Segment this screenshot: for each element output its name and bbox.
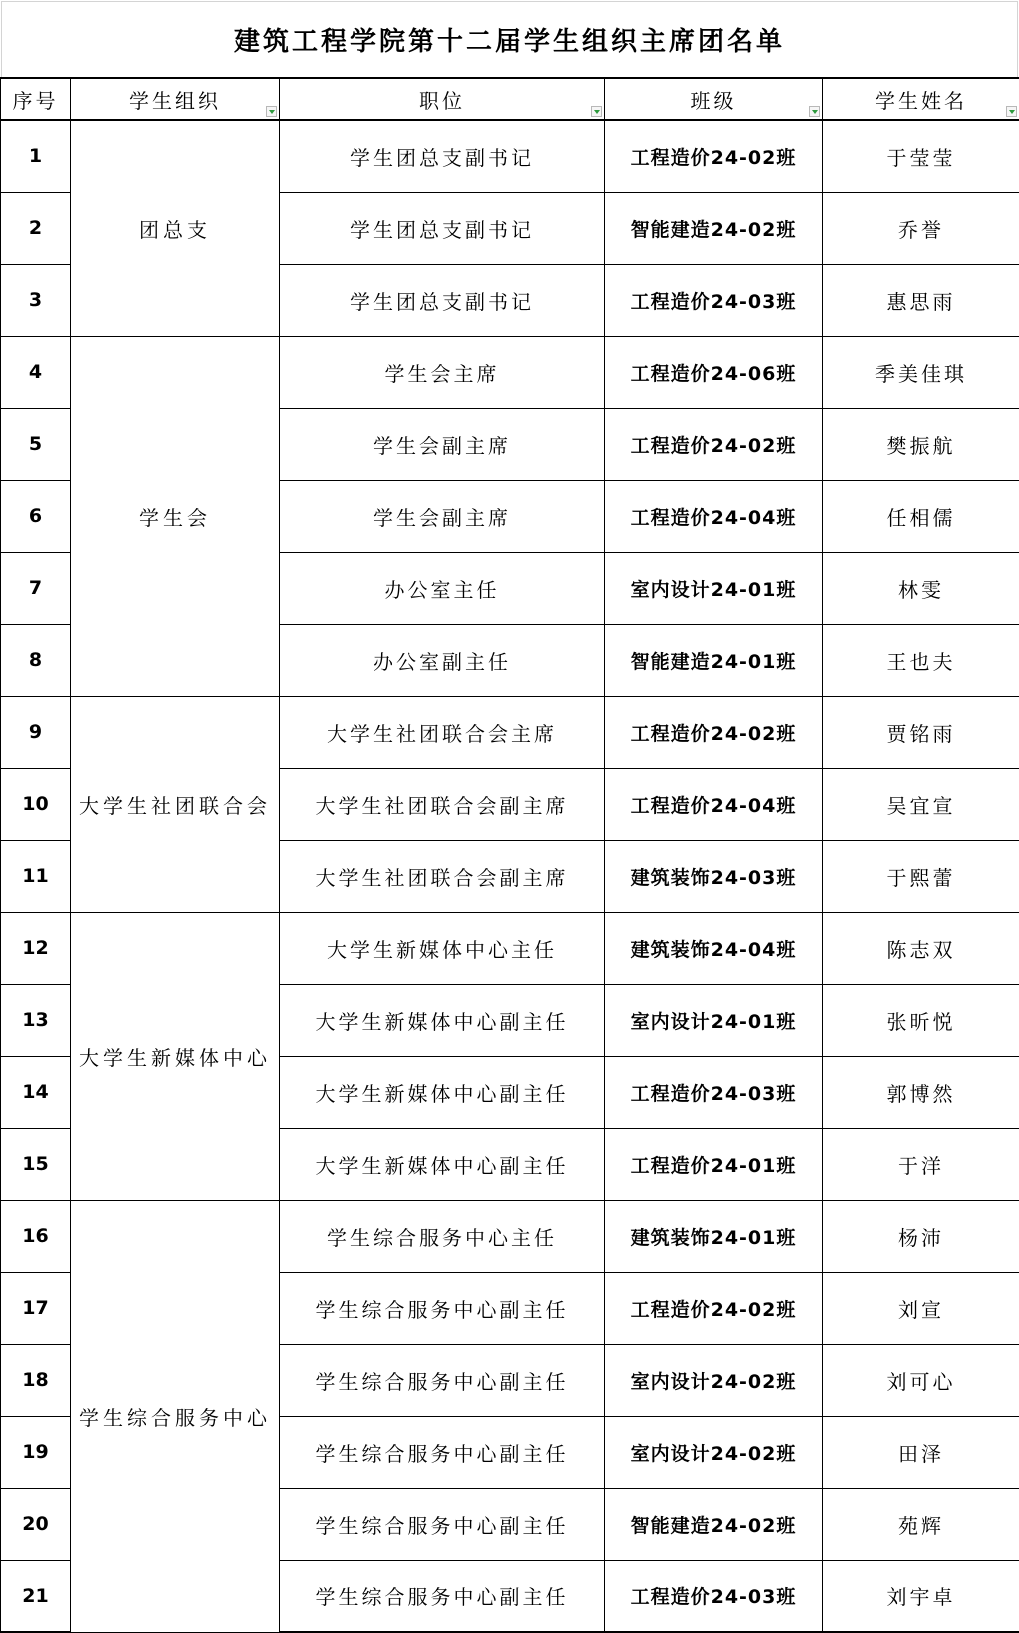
cell-class[interactable]: 工程造价24-03班 [605, 1560, 823, 1632]
cell-position[interactable]: 大学生新媒体中心主任 [280, 912, 605, 984]
cell-class[interactable]: 建筑装饰24-01班 [605, 1200, 823, 1272]
cell-class[interactable]: 室内设计24-02班 [605, 1344, 823, 1416]
header-class-label: 班级 [690, 88, 737, 113]
filter-dropdown-icon[interactable] [591, 106, 602, 117]
cell-name[interactable]: 王也夫 [823, 624, 1019, 696]
cell-position[interactable]: 大学生社团联合会主席 [280, 696, 605, 768]
cell-index[interactable]: 16 [1, 1200, 71, 1272]
cell-index[interactable]: 21 [1, 1560, 71, 1632]
cell-position[interactable]: 学生综合服务中心副主任 [280, 1416, 605, 1488]
filter-dropdown-icon[interactable] [809, 106, 820, 117]
cell-org[interactable]: 团总支 [71, 120, 280, 336]
cell-position[interactable]: 学生综合服务中心副主任 [280, 1344, 605, 1416]
header-name-label: 学生姓名 [875, 88, 967, 113]
cell-org[interactable]: 大学生新媒体中心 [71, 912, 280, 1200]
cell-org[interactable]: 学生会 [71, 336, 280, 696]
cell-index[interactable]: 7 [1, 552, 71, 624]
cell-class[interactable]: 工程造价24-02班 [605, 1272, 823, 1344]
cell-position[interactable]: 大学生新媒体中心副主任 [280, 984, 605, 1056]
cell-name[interactable]: 于熙蕾 [823, 840, 1019, 912]
cell-position[interactable]: 学生综合服务中心副主任 [280, 1560, 605, 1632]
cell-class[interactable]: 建筑装饰24-03班 [605, 840, 823, 912]
cell-class[interactable]: 室内设计24-02班 [605, 1416, 823, 1488]
table-row [1, 120, 1019, 192]
header-index-label: 序号 [12, 88, 59, 113]
cell-name[interactable]: 樊振航 [823, 408, 1019, 480]
filter-dropdown-icon[interactable] [1006, 106, 1017, 117]
cell-position[interactable]: 大学生新媒体中心副主任 [280, 1056, 605, 1128]
cell-position[interactable]: 办公室副主任 [280, 624, 605, 696]
cell-position[interactable]: 大学生新媒体中心副主任 [280, 1128, 605, 1200]
cell-position[interactable]: 学生综合服务中心主任 [280, 1200, 605, 1272]
cell-name[interactable]: 贾铭雨 [823, 696, 1019, 768]
cell-index[interactable]: 13 [1, 984, 71, 1056]
sheet-title: 建筑工程学院第十二届学生组织主席团名单 [1, 1, 1018, 77]
cell-index[interactable]: 20 [1, 1488, 71, 1560]
filter-dropdown-icon[interactable] [266, 106, 277, 117]
cell-index[interactable]: 2 [1, 192, 71, 264]
cell-position[interactable]: 学生会副主席 [280, 408, 605, 480]
cell-position[interactable]: 学生团总支副书记 [280, 192, 605, 264]
cell-class[interactable]: 建筑装饰24-04班 [605, 912, 823, 984]
cell-index[interactable]: 5 [1, 408, 71, 480]
cell-name[interactable]: 张昕悦 [823, 984, 1019, 1056]
cell-position[interactable]: 大学生社团联合会副主席 [280, 840, 605, 912]
header-org [71, 78, 280, 120]
cell-index[interactable]: 4 [1, 336, 71, 408]
cell-org[interactable]: 学生综合服务中心 [71, 1200, 280, 1632]
cell-class[interactable]: 工程造价24-02班 [605, 408, 823, 480]
cell-name[interactable]: 刘宇卓 [823, 1560, 1019, 1632]
cell-name[interactable]: 吴宜宣 [823, 768, 1019, 840]
cell-position[interactable]: 学生综合服务中心副主任 [280, 1272, 605, 1344]
cell-position[interactable]: 学生会副主席 [280, 480, 605, 552]
cell-index[interactable]: 12 [1, 912, 71, 984]
cell-name[interactable]: 于洋 [823, 1128, 1019, 1200]
cell-name[interactable]: 刘可心 [823, 1344, 1019, 1416]
header-index [1, 78, 71, 120]
header-position [280, 78, 605, 120]
cell-position[interactable]: 大学生社团联合会副主席 [280, 768, 605, 840]
cell-class[interactable]: 智能建造24-02班 [605, 192, 823, 264]
roster-table [0, 77, 1019, 1633]
header-name [823, 78, 1019, 120]
cell-class[interactable]: 工程造价24-03班 [605, 1056, 823, 1128]
cell-index[interactable]: 14 [1, 1056, 71, 1128]
table-row [1, 1200, 1019, 1272]
cell-name[interactable]: 惠思雨 [823, 264, 1019, 336]
table-body [1, 120, 1019, 1632]
cell-name[interactable]: 陈志双 [823, 912, 1019, 984]
cell-class[interactable]: 工程造价24-04班 [605, 768, 823, 840]
cell-class[interactable]: 工程造价24-03班 [605, 264, 823, 336]
cell-name[interactable]: 于莹莹 [823, 120, 1019, 192]
cell-index[interactable]: 19 [1, 1416, 71, 1488]
cell-name[interactable]: 任相儒 [823, 480, 1019, 552]
cell-index[interactable]: 6 [1, 480, 71, 552]
header-org-label: 学生组织 [129, 88, 221, 113]
cell-index[interactable]: 10 [1, 768, 71, 840]
header-row [1, 78, 1019, 120]
cell-index[interactable]: 9 [1, 696, 71, 768]
cell-class[interactable]: 智能建造24-01班 [605, 624, 823, 696]
cell-index[interactable]: 15 [1, 1128, 71, 1200]
cell-name[interactable]: 林雯 [823, 552, 1019, 624]
cell-class[interactable]: 工程造价24-04班 [605, 480, 823, 552]
cell-position[interactable]: 学生团总支副书记 [280, 264, 605, 336]
cell-class[interactable]: 工程造价24-06班 [605, 336, 823, 408]
cell-class[interactable]: 室内设计24-01班 [605, 984, 823, 1056]
table-row [1, 912, 1019, 984]
cell-name[interactable]: 郭博然 [823, 1056, 1019, 1128]
cell-name[interactable]: 田泽 [823, 1416, 1019, 1488]
table-row [1, 336, 1019, 408]
cell-index[interactable]: 18 [1, 1344, 71, 1416]
cell-class[interactable]: 工程造价24-02班 [605, 696, 823, 768]
cell-index[interactable]: 11 [1, 840, 71, 912]
cell-class[interactable]: 室内设计24-01班 [605, 552, 823, 624]
cell-class[interactable]: 工程造价24-01班 [605, 1128, 823, 1200]
cell-name[interactable]: 杨沛 [823, 1200, 1019, 1272]
cell-name[interactable]: 刘宣 [823, 1272, 1019, 1344]
header-position-label: 职位 [419, 88, 465, 113]
cell-position[interactable]: 办公室主任 [280, 552, 605, 624]
cell-name[interactable]: 乔誉 [823, 192, 1019, 264]
cell-org[interactable]: 大学生社团联合会 [71, 696, 280, 912]
cell-index[interactable]: 3 [1, 264, 71, 336]
cell-name[interactable]: 季美佳琪 [823, 336, 1019, 408]
cell-position[interactable]: 学生会主席 [280, 336, 605, 408]
cell-position[interactable]: 学生团总支副书记 [280, 120, 605, 192]
cell-position[interactable]: 学生综合服务中心副主任 [280, 1488, 605, 1560]
cell-index[interactable]: 8 [1, 624, 71, 696]
cell-class[interactable]: 智能建造24-02班 [605, 1488, 823, 1560]
cell-name[interactable]: 苑辉 [823, 1488, 1019, 1560]
cell-index[interactable]: 1 [1, 120, 71, 192]
cell-class[interactable]: 工程造价24-02班 [605, 120, 823, 192]
cell-index[interactable]: 17 [1, 1272, 71, 1344]
header-class [605, 78, 823, 120]
table-row [1, 696, 1019, 768]
